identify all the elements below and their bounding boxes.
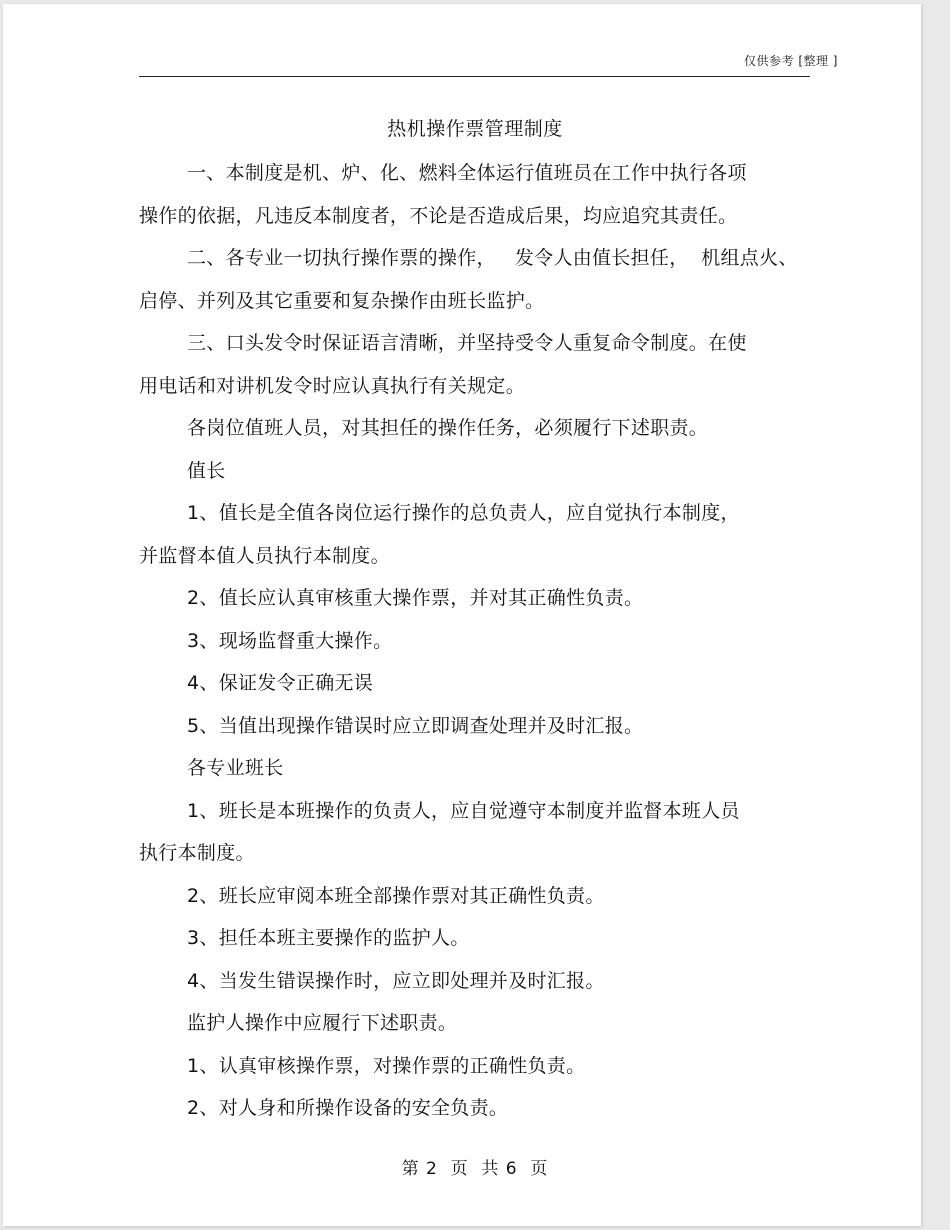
body-line: 启停、并列及其它重要和复杂操作由班长监护。 bbox=[139, 289, 545, 312]
header-note: 仅供参考 [整理 ] bbox=[744, 54, 838, 68]
body-line: 执行本制度。 bbox=[139, 842, 255, 864]
body-line: 5、当值出现操作错误时应立即调查处理并及时汇报。 bbox=[187, 714, 644, 737]
body-line: 1、认真审核操作票，对操作票的正确性负责。 bbox=[187, 1054, 586, 1077]
header-divider bbox=[139, 76, 810, 77]
body-line: 1、班长是本班操作的负责人，应自觉遵守本制度并监督本班人员 bbox=[187, 799, 740, 822]
body-line: 2、对人身和所操作设备的安全负责。 bbox=[187, 1097, 509, 1119]
body-line: 监护人操作中应履行下述职责。 bbox=[187, 1012, 458, 1034]
body-line: 值长 bbox=[187, 459, 226, 482]
body-line: 4、保证发令正确无误 bbox=[187, 672, 374, 694]
body-line: 3、现场监督重大操作。 bbox=[187, 629, 393, 652]
body-line: 各岗位值班人员，对其担任的操作任务，必须履行下述职责。 bbox=[187, 417, 709, 439]
body-line: 二、各专业一切执行操作票的操作， 发令人由值长担任， 机组点火、 bbox=[187, 247, 798, 269]
page-number: 第 2 页 共 6 页 bbox=[401, 1159, 549, 1179]
body-line: 4、当发生错误操作时，应立即处理并及时汇报。 bbox=[187, 969, 605, 992]
document-body bbox=[139, 152, 819, 1130]
body-line: 三、口头发令时保证语言清晰，并坚持受令人重复命令制度。在使 bbox=[187, 332, 747, 354]
body-line: 1、值长是全值各岗位运行操作的总负责人，应自觉执行本制度， bbox=[187, 502, 740, 524]
body-line: 3、担任本班主要操作的监护人。 bbox=[187, 927, 470, 949]
body-line: 并监督本值人员执行本制度。 bbox=[139, 544, 390, 567]
body-line: 2、值长应认真审核重大操作票，并对其正确性负责。 bbox=[187, 587, 644, 609]
document-title: 热机操作票管理制度 bbox=[387, 118, 563, 140]
body-line: 操作的依据，凡违反本制度者，不论是否造成后果，均应追究其责任。 bbox=[139, 204, 738, 227]
body-line: 用电话和对讲机发令时应认真执行有关规定。 bbox=[139, 374, 526, 397]
body-line: 一、本制度是机、炉、化、燃料全体运行值班员在工作中执行各项 bbox=[187, 162, 747, 184]
body-line: 各专业班长 bbox=[187, 757, 284, 779]
body-line: 2、班长应审阅本班全部操作票对其正确性负责。 bbox=[187, 884, 605, 907]
